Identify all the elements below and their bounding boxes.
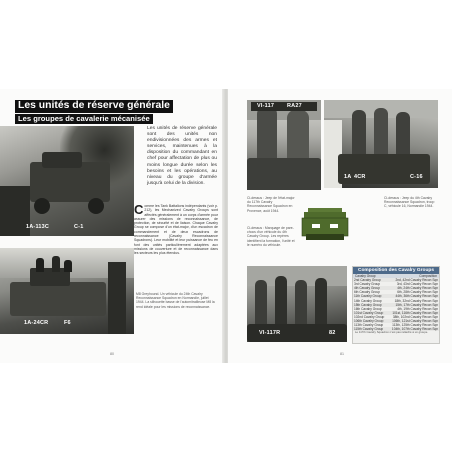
- composition-cell: 106th, 121st Cavalry Recon Sqn: [388, 319, 439, 323]
- cavalry-group-cell: 4th Cavalry Group: [353, 286, 388, 290]
- composition-cell: 18th, 32nd Cavalry Recon Sqn: [394, 298, 438, 303]
- cavalry-group-cell: 102nd Cavalry Group: [354, 314, 385, 319]
- vehicle-illustration: [300, 206, 350, 242]
- vehicle-marking: F6: [64, 320, 71, 326]
- page-number: 81: [340, 352, 344, 356]
- table-note: Le 117th Cavalry Squadron n'est pas rattaché à un groupe.: [355, 330, 429, 335]
- vehicle-marking: 4CR: [354, 174, 366, 180]
- body-paragraph: [134, 204, 218, 288]
- table-row: [353, 294, 439, 298]
- cavalry-group-cell: 113th Cavalry Group: [354, 323, 384, 328]
- tank-icon: [300, 206, 350, 242]
- composition-cell: 3rd, 43rd Cavalry Recon Sqn: [396, 282, 438, 287]
- composition-cell: 6th, 28th Cavalry Recon Sqn: [397, 290, 438, 295]
- cavalry-group-cell: 11th Cavalry Group: [353, 294, 388, 298]
- photo-caption: M8 Greyhound. Un véhicule du 24th Cavalry Reconnaissance Squadron en Normandie, juillet 1944. La silhouette basse de l'automitrailleuse M8 la rend idéale pour les missions de reconnaissance.: [136, 292, 215, 309]
- composition-table: [352, 266, 440, 344]
- composition-cell: 4th, 24th Cavalry Recon Sqn: [388, 286, 439, 290]
- dropcap-letter: C: [134, 204, 144, 217]
- vehicle-marking: 1A-113C: [26, 224, 50, 230]
- vehicle-marking: RA27: [287, 103, 302, 109]
- page-title: Les unités de réserve générale: [15, 100, 173, 113]
- cavalry-group-cell: 115th Cavalry Group: [353, 327, 388, 331]
- composition-cell: 38th, 102nd Cavalry Recon Sqn: [392, 314, 438, 319]
- cavalry-group-cell: 3rd Cavalry Group: [354, 282, 381, 287]
- composition-cell: 44th, 36th Cavalry Recon Sqn: [388, 294, 439, 298]
- vehicle-marking: C-16: [410, 174, 423, 180]
- vehicle-marking: 82: [329, 330, 336, 336]
- photo-m8-crew: [0, 248, 134, 334]
- table-row: [353, 298, 439, 302]
- photo-armored-car-road: [0, 126, 134, 236]
- vehicle-marking: VI-117: [257, 103, 275, 109]
- vehicle-marking: 1A-24CR: [24, 320, 49, 326]
- photo-soldiers-halftrack: [247, 266, 347, 342]
- composition-cell: 104th, 107th Cavalry Recon Sqn: [388, 327, 439, 331]
- vehicle-marking: VI-117R: [259, 330, 281, 336]
- photo-jeep-troops: [324, 100, 438, 188]
- composition-rows: [353, 278, 439, 331]
- vehicle-marking: 1A: [344, 174, 352, 180]
- cavalry-group-cell: 16th Cavalry Group: [354, 306, 382, 311]
- photo-caption: Ci-dessus : Jeep de l'état-major du 117th Cavalry Reconnaissance Squadron en Provence, août 1944.: [247, 196, 295, 213]
- table-title: Composition des Cavalry Groups: [353, 267, 439, 274]
- vehicle-marking: C-1: [74, 224, 84, 230]
- composition-cell: 101st, 116th Cavalry Recon Sqn: [388, 311, 439, 315]
- composition-cell: 2nd, 42nd Cavalry Recon Sqn: [388, 278, 439, 282]
- intro-paragraph: Les unités de réserve générale sont des unités non endivisionnées des armes et services, maintenues à la disposition du commandant en chef pour affectation de plus ou moins longue durée selon les besoins et les opérations, au niveau du groupe d'armée jusqu'à celui de la division.: [147, 126, 217, 186]
- cavalry-group-cell: 14th Cavalry Group: [354, 298, 382, 303]
- photo-caption: Ci-dessus : Jeep du 4th Cavalry Reconnaissance Squadron, troop C, véhicule 16, Normandie 1944.: [384, 196, 435, 209]
- body-text: omme les Tank Battalions indépendants (voir p. 212), les Mechanized Cavalry Groups sont affectés généralement à un corps d'armée pour assurer des missions de reconnaissance, de protection, de sécurité et de liaison. Chaque Cavalry Group se compose d'un état-major, d'un escadron de commandement et de deux escadrons de reconnaissance (Cavalry Reconnaissance Squadrons). Leur mobilité et leur puissance de feu en font des unités particulièrement adaptées aux missions de couverture et de reconnaissance dans les secteurs les plus étendus.: [134, 204, 218, 256]
- cavalry-group-cell: 15th Cavalry Group: [353, 303, 388, 307]
- composition-cell: 113th, 125th Cavalry Recon Sqn: [392, 323, 438, 328]
- cavalry-group-cell: 2nd Cavalry Group: [353, 278, 388, 282]
- page-subtitle: Les groupes de cavalerie mécanisée: [15, 114, 153, 124]
- composition-cell: 4th, 19th Cavalry Recon Sqn: [397, 306, 438, 311]
- cavalry-group-cell: 106th Cavalry Group: [353, 319, 388, 323]
- cavalry-group-cell: 6th Cavalry Group: [354, 290, 380, 295]
- composition-cell: 15th, 17th Cavalry Recon Sqn: [388, 303, 439, 307]
- column-header: Composition: [419, 274, 437, 278]
- photo-caption: Ci-dessus : Marquage de pare-chocs d'un véhicule du 4th Cavalry Group. Les repères identifient la formation, l'unité et le numéro du véhicule.: [247, 226, 295, 247]
- photo-jeep-crew: [247, 100, 321, 190]
- cavalry-group-cell: 101st Cavalry Group: [353, 311, 388, 315]
- page-number: 80: [110, 352, 114, 356]
- column-header: Cavalry Group: [355, 274, 376, 278]
